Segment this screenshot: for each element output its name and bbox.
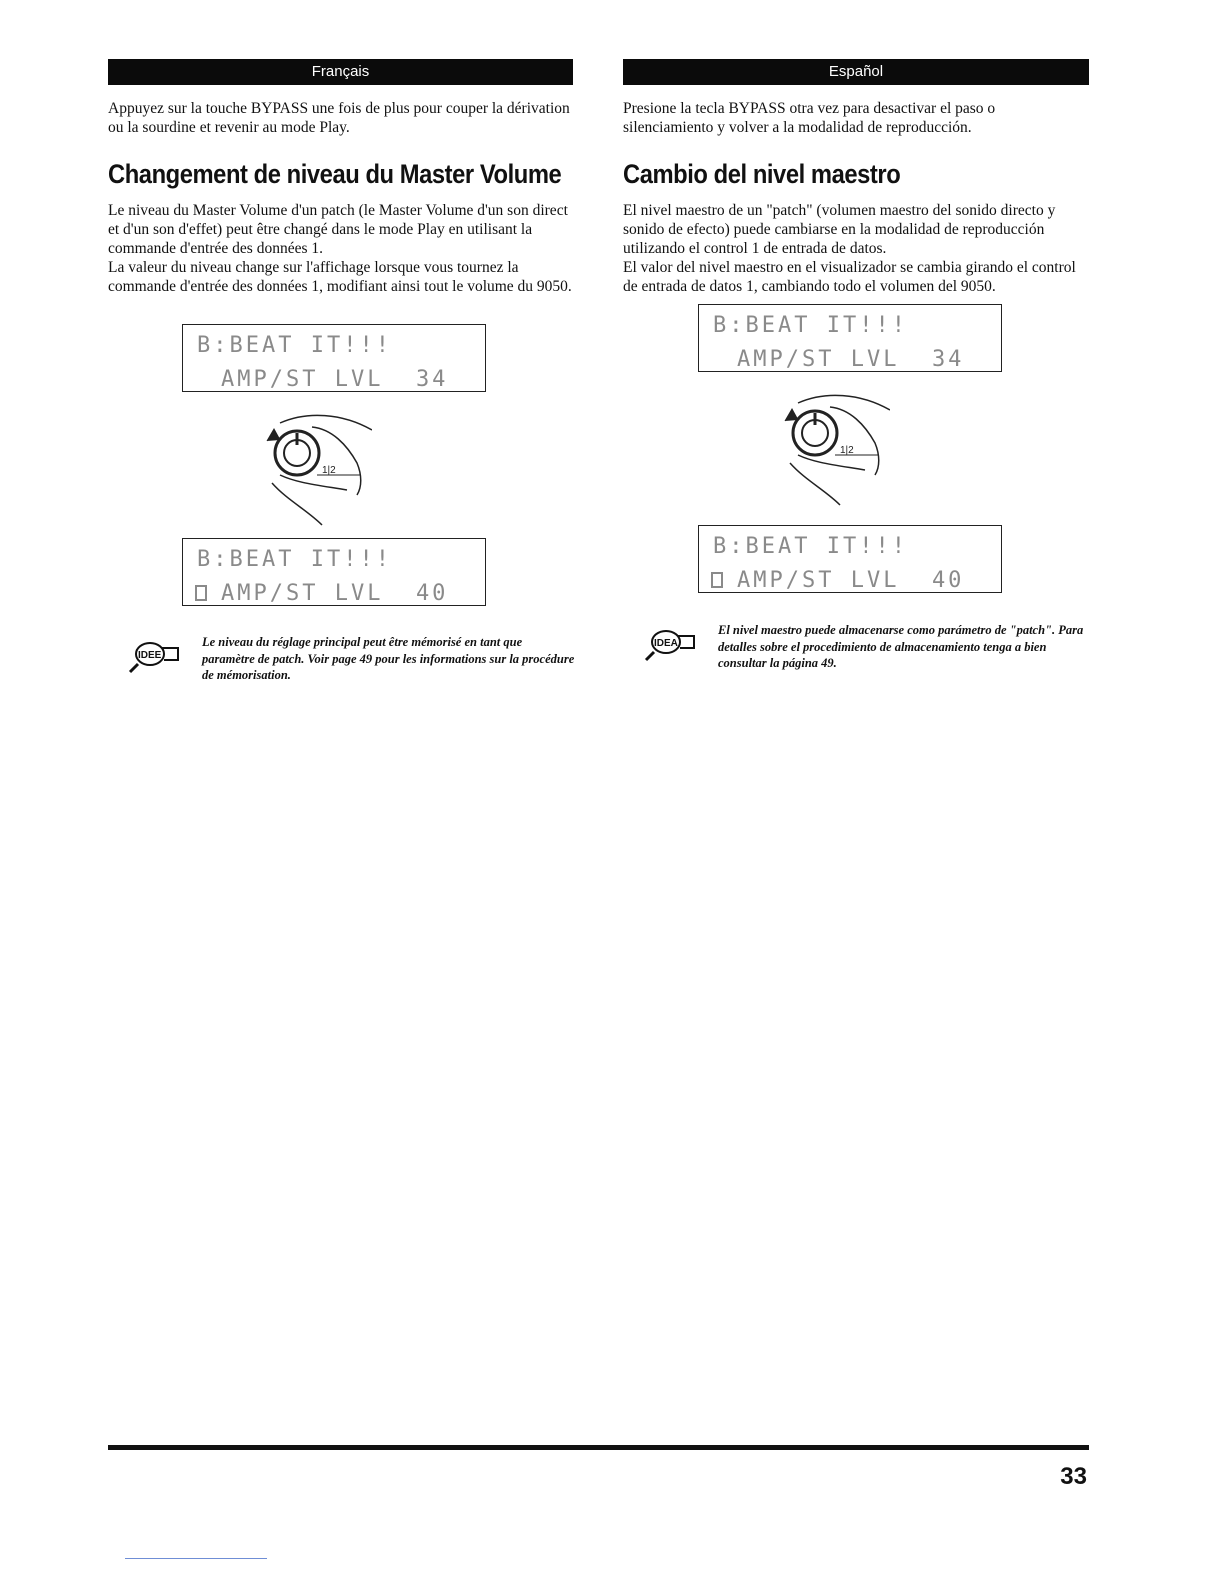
- idea-text: El nivel maestro puede almacenarse como parámetro de "patch". Para detalles sobre el procedimiento de almacenamiento tenga a bien consultar la página 49.: [718, 623, 1084, 670]
- lcd-display-before: [182, 324, 486, 392]
- lcd-display-after: [698, 525, 1002, 593]
- lcd-cursor-icon: [711, 572, 723, 588]
- idea-note: [644, 622, 1094, 672]
- body-text-2: La valeur du niveau change sur l'affichage lorsque vous tournez la commande d'entrée des données 1, modifiant ainsi tout le volume du 9050.: [108, 259, 572, 295]
- knob-scale-label: 1|2: [840, 445, 854, 456]
- idea-hand-icon: [644, 622, 704, 664]
- lcd-line-2-text: AMP/ST LVL 40: [737, 568, 965, 593]
- french-column: [108, 59, 573, 296]
- lcd-display-before: [698, 304, 1002, 372]
- spanish-column: [623, 59, 1089, 296]
- section-heading: Cambio del nivel maestro: [623, 159, 901, 189]
- lcd-line-1: B:BEAT IT!!!: [197, 333, 392, 358]
- language-header-espanol: Español: [623, 59, 1089, 85]
- lcd-line-2-text: AMP/ST LVL 40: [221, 581, 449, 606]
- idea-hand-icon: [128, 634, 188, 676]
- body-text-1: El nivel maestro de un "patch" (volumen maestro del sonido directo y sonido de efecto) puede cambiarse en la modalidad de reproducción utilizando el control 1 de entrada de datos.: [623, 202, 1056, 257]
- idea-text: Le niveau du réglage principal peut être mémorisé en tant que paramètre de patch. Voir page 49 pour les informations sur la procédure de mémorisation.: [202, 635, 575, 682]
- intro-paragraph: Presione la tecla BYPASS otra vez para desactivar el paso o silenciamiento y volver a la modalidad de reproducción.: [623, 100, 996, 136]
- lcd-line-1: B:BEAT IT!!!: [713, 313, 908, 338]
- footer-rule: [108, 1445, 1089, 1450]
- body-paragraph: [623, 201, 1089, 296]
- lcd-line-2: [737, 568, 964, 593]
- intro-paragraph: Appuyez sur la touche BYPASS une fois de plus pour couper la dérivation ou la sourdine et revenir au mode Play.: [108, 100, 570, 136]
- lcd-line-2: AMP/ST LVL 34: [221, 367, 449, 392]
- knob-scale-label: 1|2: [322, 465, 336, 476]
- lcd-line-2: [221, 581, 448, 606]
- idea-icon-label: IDEE: [138, 650, 162, 661]
- lcd-line-2: AMP/ST LVL 34: [737, 347, 965, 372]
- data-entry-knob-illustration: [780, 385, 890, 510]
- data-entry-knob-illustration: [262, 405, 372, 530]
- body-paragraph: [108, 201, 573, 296]
- page-number: 33: [1060, 1463, 1087, 1490]
- language-header-francais: Français: [108, 59, 573, 85]
- lcd-display-after: [182, 538, 486, 606]
- body-text-2: El valor del nivel maestro en el visualizador se cambia girando el control de entrada de datos 1, cambiando todo el volumen del 9050.: [623, 259, 1076, 295]
- lcd-line-1: B:BEAT IT!!!: [713, 534, 908, 559]
- lcd-cursor-icon: [195, 585, 207, 601]
- section-heading: Changement de niveau du Master Volume: [108, 159, 562, 189]
- lcd-line-1: B:BEAT IT!!!: [197, 547, 392, 572]
- body-text-1: Le niveau du Master Volume d'un patch (le Master Volume d'un son direct et d'un son d'effet) peut être changé dans le mode Play en utilisant la commande d'entrée des données 1.: [108, 202, 568, 257]
- footer-link-line: [125, 1558, 267, 1559]
- idea-icon-label: IDEA: [654, 638, 678, 649]
- idea-note: [128, 634, 578, 684]
